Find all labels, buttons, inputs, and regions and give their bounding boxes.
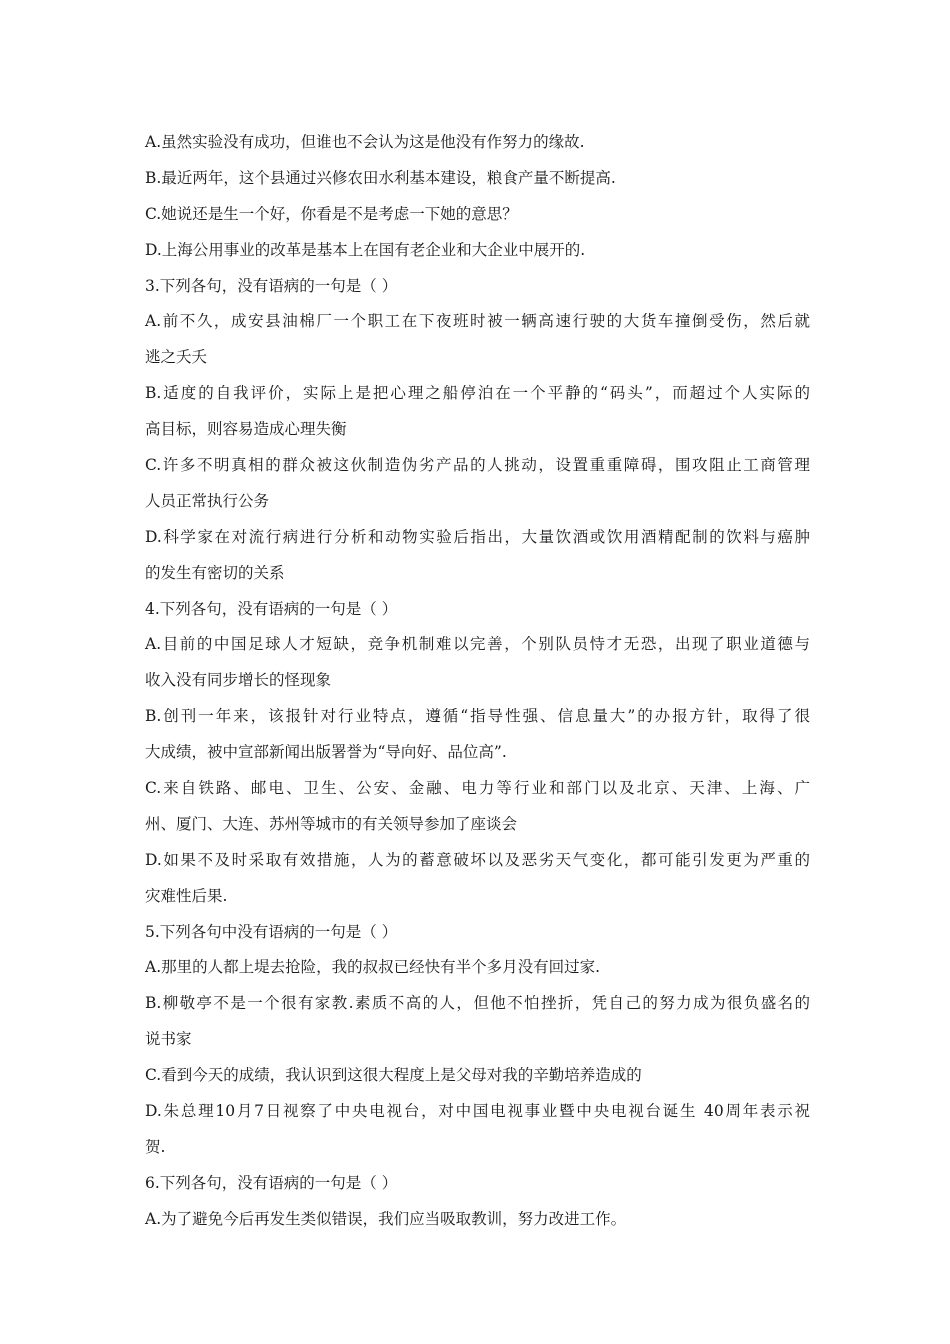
text-line: 州、厦门、大连、苏州等城市的有关领导参加了座谈会 bbox=[145, 814, 518, 833]
text-line: 贺. bbox=[145, 1137, 166, 1156]
question-text-body bbox=[145, 125, 810, 1238]
text-line: D.朱总理10月7日视察了中央电视台，对中国电视事业暨中央电视台诞生 40周年表示祝 bbox=[145, 1102, 810, 1121]
text-line: 大成绩，被中宣部新闻出版署誉为“导向好、品位高”. bbox=[145, 743, 507, 762]
text-line: B.适度的自我评价，实际上是把心理之船停泊在一个平静的“码头”，而超过个人实际的 bbox=[145, 384, 810, 403]
question-heading: 5.下列各句中没有语病的一句是（ ） bbox=[145, 922, 398, 941]
text-line: D.上海公用事业的改革是基本上在国有老企业和大企业中展开的. bbox=[145, 240, 586, 259]
question-heading: 4.下列各句，没有语病的一句是（ ） bbox=[145, 599, 398, 618]
text-line: A.虽然实验没有成功，但谁也不会认为这是他没有作努力的缘故. bbox=[145, 133, 585, 151]
text-line: 人员正常执行公务 bbox=[145, 491, 270, 510]
text-line: D.如果不及时采取有效措施，人为的蓄意破坏以及恶劣天气变化，都可能引发更为严重的 bbox=[145, 850, 810, 869]
text-line: 收入没有同步增长的怪现象 bbox=[145, 671, 332, 690]
text-line: 的发生有密切的关系 bbox=[145, 563, 285, 582]
text-line: D.科学家在对流行病进行分析和动物实验后指出，大量饮酒或饮用酒精配制的饮料与癌肿 bbox=[145, 527, 810, 546]
text-line: B.创刊一年来，该报针对行业特点，遵循“指导性强、信息量大”的办报方针，取得了很 bbox=[145, 707, 810, 726]
text-line: C.她说还是生一个好，你看是不是考虑一下她的意思？ bbox=[145, 204, 518, 223]
text-line: C.来自铁路、邮电、卫生、公安、金融、电力等行业和部门以及北京、天津、上海、广 bbox=[145, 779, 810, 798]
question-heading: 6.下列各句，没有语病的一句是（ ） bbox=[145, 1173, 398, 1192]
text-line: C.许多不明真相的群众被这伙制造伪劣产品的人挑动，设置重重障碍，围攻阻止工商管理 bbox=[145, 456, 810, 475]
text-line: A.那里的人都上堤去抢险，我的叔叔已经快有半个多月没有回过家. bbox=[145, 958, 601, 977]
text-line: A.为了避免今后再发生类似错误，我们应当吸取教训，努力改进工作。 bbox=[145, 1209, 627, 1228]
text-line: A.目前的中国足球人才短缺，竞争机制难以完善，个别队员恃才无恐，出现了职业道德与 bbox=[145, 635, 810, 654]
text-line: 说书家 bbox=[145, 1030, 192, 1049]
text-line: 灾难性后果. bbox=[145, 886, 228, 905]
text-line: C.看到今天的成绩，我认识到这很大程度上是父母对我的辛勤培养造成的 bbox=[145, 1066, 642, 1085]
text-line: 逃之夭夭 bbox=[145, 348, 208, 367]
text-line: B.最近两年，这个县通过兴修农田水利基本建设，粮食产量不断提高. bbox=[145, 168, 616, 187]
question-heading: 3.下列各句，没有语病的一句是（ ） bbox=[145, 276, 398, 295]
text-line: 高目标，则容易造成心理失衡 bbox=[145, 420, 347, 439]
text-line: A.前不久，成安县油棉厂一个职工在下夜班时被一辆高速行驶的大货车撞倒受伤，然后就 bbox=[145, 312, 810, 331]
text-line: B.柳敬亭不是一个很有家教.素质不高的人，但他不怕挫折，凭自己的努力成为很负盛名的 bbox=[145, 994, 810, 1013]
